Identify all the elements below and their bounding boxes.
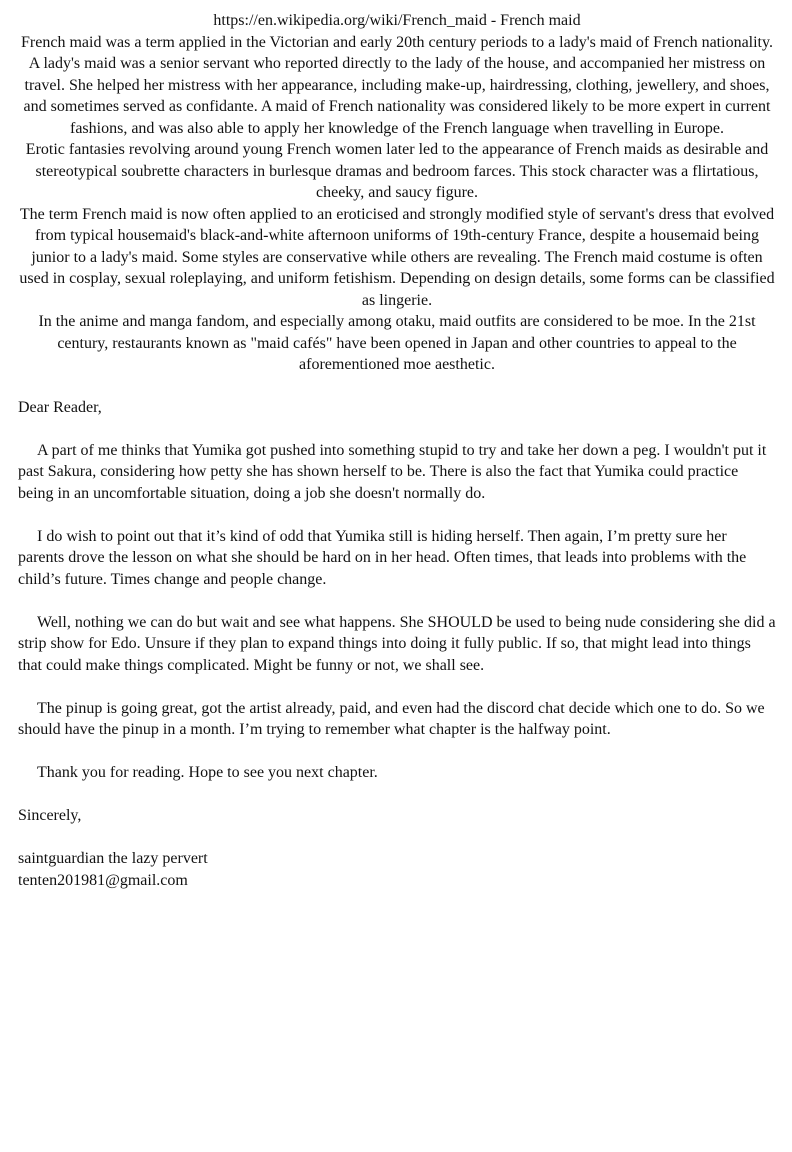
letter-paragraph-2: I do wish to point out that it’s kind of odd that Yumika still is hiding herself. Then again, I’m pretty sure her parents drove the lesson on what she should be hard on in her head. Often times, that leads into problems with the child’s future. Times change and people change. (18, 527, 747, 588)
letter-paragraph-4: The pinup is going great, got the artist already, paid, and even had the discord chat decide which one to do. So we should have the pinup in a month. I’m trying to remember what chapter is the halfway point. (18, 699, 765, 738)
wiki-source-line: https://en.wikipedia.org/wiki/French_maid - French maid (213, 12, 581, 29)
author-letter (18, 397, 776, 892)
wiki-excerpt (18, 10, 776, 376)
wiki-paragraph-3: The term French maid is now often applied to an eroticised and strongly modified style of servant's dress that evolved from typical housemaid's black-and-white afternoon uniforms of 19th-century France, despite a housemaid being junior to a lady's maid. Some styles are conservative while others are revealing. The French maid costume is often used in cosplay, sexual roleplaying, and uniform fetishism. Depending on design details, some forms can be classified as lingerie. (19, 205, 775, 309)
letter-paragraph-1: A part of me thinks that Yumika got pushed into something stupid to try and take her down a peg. I wouldn't put it past Sakura, considering how petty she has shown herself to be. There is also the fact that Yumika could practice being in an uncomfortable situation, doing a job she doesn't normally do. (18, 441, 767, 502)
letter-paragraph-5: Thank you for reading. Hope to see you next chapter. (37, 764, 378, 781)
wiki-paragraph-4: In the anime and manga fandom, and especially among otaku, maid outfits are considered to be moe. In the 21st century, restaurants known as "maid cafés" have been opened in Japan and other countries to appeal to the aforementioned moe aesthetic. (38, 313, 756, 373)
wiki-paragraph-2: Erotic fantasies revolving around young French women later led to the appearance of French maids as desirable and stereotypical soubrette characters in burlesque dramas and bedroom farces. This stock character was a flirtatious, cheeky, and saucy figure. (25, 141, 769, 201)
wiki-paragraph-1: French maid was a term applied in the Victorian and early 20th century periods to a lady's maid of French nationality. A lady's maid was a senior servant who reported directly to the lady of the house, and accompanied her mistress on travel. She helped her mistress with her appearance, including make-up, hairdressing, clothing, jewellery, and shoes, and sometimes served as confidante. A maid of French nationality was considered likely to be more expert in current fashions, and was also able to apply her knowledge of the French language when travelling in Europe. (21, 33, 773, 137)
letter-salutation: Dear Reader, (18, 398, 102, 416)
letter-email: tenten201981@gmail.com (18, 871, 188, 889)
letter-signature: saintguardian the lazy pervert (18, 850, 208, 867)
letter-paragraph-3: Well, nothing we can do but wait and see what happens. She SHOULD be used to being nude considering she did a strip show for Edo. Unsure if they plan to expand things into doing it fully public. If so, that might lead into things that could make things complicated. Might be funny or not, we shall see. (18, 613, 776, 674)
letter-closing: Sincerely, (18, 807, 82, 824)
